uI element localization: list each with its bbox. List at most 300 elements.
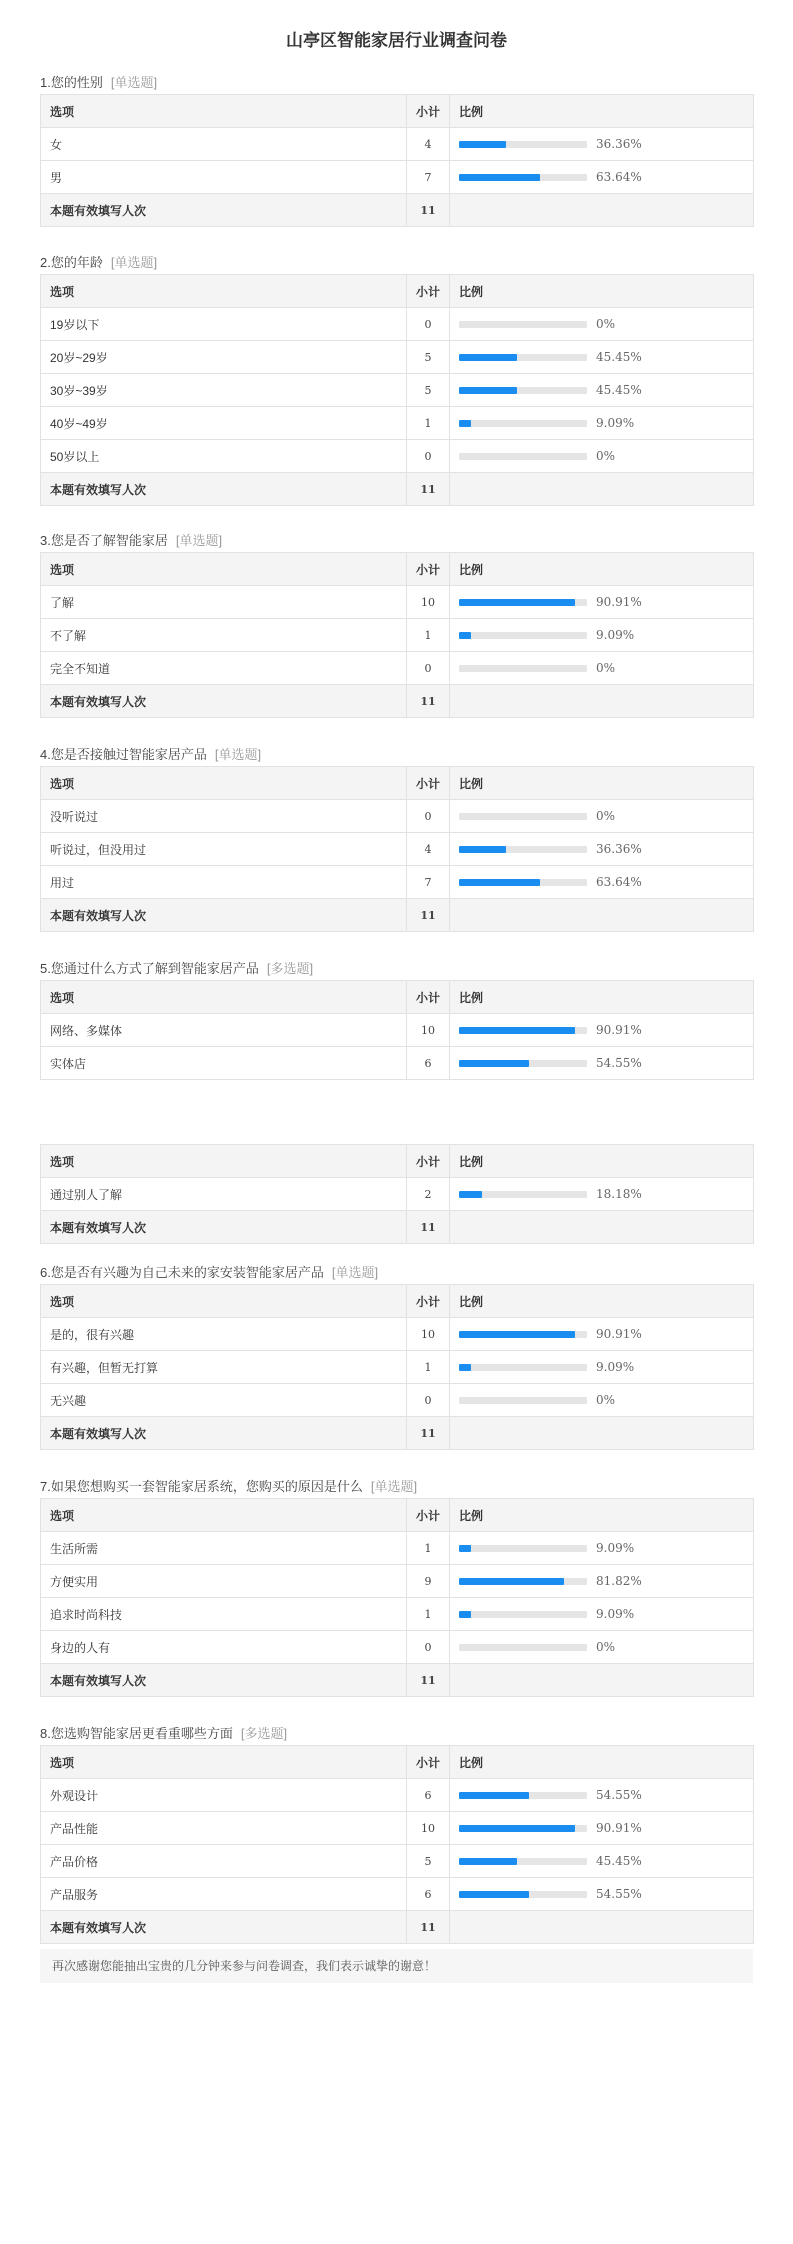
- option-ratio-cell: [450, 833, 754, 866]
- header-count: 小计: [407, 553, 450, 586]
- option-label: 通过别人了解: [41, 1178, 407, 1211]
- footer-total-cell: [407, 1664, 450, 1697]
- question-block: [40, 252, 753, 506]
- option-count: 4: [424, 138, 432, 151]
- ratio-bar-track: [459, 1891, 587, 1898]
- option-count: 10: [421, 1328, 435, 1341]
- option-count: 6: [424, 1888, 432, 1901]
- question-text: 6.您是否有兴趣为自己未来的家安装智能家居产品: [40, 1265, 324, 1280]
- option-label: 了解: [41, 586, 407, 619]
- question-block: [40, 72, 753, 227]
- ratio-bar-fill: [459, 1611, 471, 1618]
- ratio-bar-fill: [459, 1891, 529, 1898]
- ratio-bar-fill: [459, 174, 540, 181]
- header-option: 选项: [41, 275, 407, 308]
- footer-empty: [450, 899, 754, 932]
- question-block: [40, 1476, 753, 1697]
- footer-total-cell: [407, 194, 450, 227]
- option-count-cell: [407, 652, 450, 685]
- ratio-percent: 90.91%: [596, 1821, 642, 1835]
- ratio-percent: 0%: [596, 1393, 616, 1407]
- option-count: 6: [424, 1057, 432, 1070]
- ratio-bar-group: [459, 137, 744, 151]
- ratio-bar-fill: [459, 1027, 575, 1034]
- footer-empty: [450, 1417, 754, 1450]
- ratio-bar-fill: [459, 387, 517, 394]
- ratio-bar-fill: [459, 1792, 529, 1799]
- question-title: [40, 1476, 753, 1498]
- option-count: 5: [424, 384, 432, 397]
- ratio-bar-track: [459, 453, 587, 460]
- ratio-bar-fill: [459, 1578, 564, 1585]
- option-ratio-cell: [450, 619, 754, 652]
- ratio-percent: 9.09%: [596, 416, 635, 430]
- results-table: [40, 552, 754, 718]
- option-count-cell: [407, 1631, 450, 1664]
- ratio-percent: 45.45%: [596, 1854, 642, 1868]
- footer-empty: [450, 1664, 754, 1697]
- ratio-percent: 90.91%: [596, 1023, 642, 1037]
- option-count-cell: [407, 1384, 450, 1417]
- header-ratio: 比例: [450, 767, 754, 800]
- option-count: 10: [421, 1822, 435, 1835]
- table-footer-row: [41, 473, 754, 506]
- ratio-percent: 0%: [596, 809, 616, 823]
- option-ratio-cell: [450, 652, 754, 685]
- option-ratio-cell: [450, 1779, 754, 1812]
- option-ratio-cell: [450, 1812, 754, 1845]
- question-block: [40, 1723, 753, 1944]
- table-row: [41, 1779, 754, 1812]
- option-ratio-cell: [450, 161, 754, 194]
- question-block: [40, 1262, 753, 1450]
- ratio-bar-track: [459, 354, 587, 361]
- ratio-percent: 0%: [596, 661, 616, 675]
- ratio-bar-group: [459, 875, 744, 889]
- ratio-bar-track: [459, 879, 587, 886]
- table-row: [41, 341, 754, 374]
- footer-total-cell: [407, 1911, 450, 1944]
- option-count-cell: [407, 161, 450, 194]
- ratio-bar-group: [459, 1541, 744, 1555]
- question-title: [40, 958, 753, 980]
- ratio-bar-fill: [459, 599, 575, 606]
- question-title: [40, 72, 753, 94]
- option-label: 男: [41, 161, 407, 194]
- table-row: [41, 1812, 754, 1845]
- ratio-bar-fill: [459, 632, 471, 639]
- option-count-cell: [407, 619, 450, 652]
- option-ratio-cell: [450, 1532, 754, 1565]
- table-row: [41, 1014, 754, 1047]
- option-label: 是的，很有兴趣: [41, 1318, 407, 1351]
- results-table: [40, 1144, 754, 1244]
- option-label: 产品服务: [41, 1878, 407, 1911]
- option-count: 7: [424, 171, 432, 184]
- table-row: [41, 652, 754, 685]
- ratio-bar-track: [459, 1792, 587, 1799]
- table-header-row: [41, 1746, 754, 1779]
- option-count: 1: [424, 1608, 432, 1621]
- option-ratio-cell: [450, 586, 754, 619]
- footer-label: 本题有效填写人次: [41, 899, 407, 932]
- table-row: [41, 128, 754, 161]
- table-row: [41, 866, 754, 899]
- option-label: 产品价格: [41, 1845, 407, 1878]
- option-label: 追求时尚科技: [41, 1598, 407, 1631]
- ratio-bar-track: [459, 174, 587, 181]
- option-count: 0: [424, 1641, 432, 1654]
- option-ratio-cell: [450, 128, 754, 161]
- question-type: [单选题]: [370, 1479, 418, 1494]
- ratio-percent: 54.55%: [596, 1788, 642, 1802]
- footer-total: 11: [420, 909, 436, 922]
- ratio-bar-group: [459, 449, 744, 463]
- question-block: [40, 530, 753, 718]
- question-type: [多选题]: [240, 1726, 288, 1741]
- option-count-cell: [407, 866, 450, 899]
- header-ratio: 比例: [450, 1746, 754, 1779]
- table-row: [41, 1178, 754, 1211]
- ratio-bar-track: [459, 141, 587, 148]
- option-count-cell: [407, 1047, 450, 1080]
- table-row: [41, 1598, 754, 1631]
- option-count-cell: [407, 1598, 450, 1631]
- footer-total-cell: [407, 473, 450, 506]
- question-block: [40, 744, 753, 932]
- option-label: 没听说过: [41, 800, 407, 833]
- table-row: [41, 407, 754, 440]
- table-header-row: [41, 95, 754, 128]
- option-count-cell: [407, 833, 450, 866]
- table-header-row: [41, 767, 754, 800]
- ratio-bar-fill: [459, 1825, 575, 1832]
- option-ratio-cell: [450, 1384, 754, 1417]
- table-row: [41, 1631, 754, 1664]
- option-ratio-cell: [450, 800, 754, 833]
- ratio-bar-group: [459, 317, 744, 331]
- question-block: [40, 1122, 753, 1244]
- ratio-bar-group: [459, 1788, 744, 1802]
- footer-total: 11: [420, 1427, 436, 1440]
- footer-total-cell: [407, 1417, 450, 1450]
- ratio-bar-fill: [459, 1858, 517, 1865]
- footer-total: 11: [420, 204, 436, 217]
- option-label: 网络、多媒体: [41, 1014, 407, 1047]
- option-count-cell: [407, 800, 450, 833]
- ratio-percent: 45.45%: [596, 350, 642, 364]
- question-type: [单选题]: [331, 1265, 379, 1280]
- footer-total-cell: [407, 1211, 450, 1244]
- footer-total: 11: [420, 1921, 436, 1934]
- footer-empty: [450, 1211, 754, 1244]
- header-count: 小计: [407, 275, 450, 308]
- ratio-bar-track: [459, 632, 587, 639]
- ratio-bar-group: [459, 1056, 744, 1070]
- ratio-percent: 18.18%: [596, 1187, 642, 1201]
- ratio-percent: 0%: [596, 317, 616, 331]
- footer-total-cell: [407, 685, 450, 718]
- option-ratio-cell: [450, 1631, 754, 1664]
- header-ratio: 比例: [450, 95, 754, 128]
- option-count: 4: [424, 843, 432, 856]
- table-row: [41, 1384, 754, 1417]
- option-count: 5: [424, 351, 432, 364]
- option-count-cell: [407, 1565, 450, 1598]
- option-count: 9: [424, 1575, 432, 1588]
- table-row: [41, 800, 754, 833]
- footer-label: 本题有效填写人次: [41, 1417, 407, 1450]
- table-row: [41, 1878, 754, 1911]
- ratio-bar-group: [459, 350, 744, 364]
- ratio-bar-group: [459, 1887, 744, 1901]
- footer-label: 本题有效填写人次: [41, 1664, 407, 1697]
- option-label: 50岁以上: [41, 440, 407, 473]
- question-title: [40, 1723, 753, 1745]
- option-ratio-cell: [450, 407, 754, 440]
- page-title: 山亭区智能家居行业调查问卷: [286, 31, 507, 50]
- footer-total: 11: [420, 1674, 436, 1687]
- ratio-percent: 81.82%: [596, 1574, 642, 1588]
- ratio-bar-track: [459, 1545, 587, 1552]
- option-ratio-cell: [450, 1565, 754, 1598]
- footer-label: 本题有效填写人次: [41, 1211, 407, 1244]
- ratio-bar-group: [459, 1821, 744, 1835]
- header-ratio: 比例: [450, 1285, 754, 1318]
- question-block: [40, 958, 753, 1080]
- table-row: [41, 1351, 754, 1384]
- results-table: [40, 1284, 754, 1450]
- footer-total: 11: [420, 695, 436, 708]
- table-header-row: [41, 1499, 754, 1532]
- ratio-bar-track: [459, 321, 587, 328]
- ratio-bar-group: [459, 170, 744, 184]
- question-text: 5.您通过什么方式了解到智能家居产品: [40, 961, 259, 976]
- question-type: [多选题]: [266, 961, 314, 976]
- option-count: 7: [424, 876, 432, 889]
- table-header-row: [41, 275, 754, 308]
- ratio-bar-fill: [459, 1191, 482, 1198]
- ratio-percent: 63.64%: [596, 875, 642, 889]
- ratio-percent: 9.09%: [596, 1360, 635, 1374]
- results-table: [40, 94, 754, 227]
- header-ratio: 比例: [450, 553, 754, 586]
- option-count: 0: [424, 1394, 432, 1407]
- table-header-row: [41, 1145, 754, 1178]
- option-label: 方便实用: [41, 1565, 407, 1598]
- option-label: 身边的人有: [41, 1631, 407, 1664]
- table-row: [41, 1532, 754, 1565]
- option-count-cell: [407, 128, 450, 161]
- footer-total: 11: [420, 1221, 436, 1234]
- footer-empty: [450, 1911, 754, 1944]
- question-title: [40, 530, 753, 552]
- ratio-percent: 36.36%: [596, 842, 642, 856]
- option-count-cell: [407, 1178, 450, 1211]
- option-label: 40岁~49岁: [41, 407, 407, 440]
- table-row: [41, 1845, 754, 1878]
- ratio-bar-group: [459, 1393, 744, 1407]
- ratio-bar-track: [459, 1858, 587, 1865]
- ratio-bar-group: [459, 1023, 744, 1037]
- option-ratio-cell: [450, 374, 754, 407]
- ratio-bar-track: [459, 1364, 587, 1371]
- ratio-percent: 0%: [596, 1640, 616, 1654]
- option-label: 听说过，但没用过: [41, 833, 407, 866]
- table-footer-row: [41, 1417, 754, 1450]
- option-label: 完全不知道: [41, 652, 407, 685]
- ratio-bar-fill: [459, 1060, 529, 1067]
- header-count: 小计: [407, 1145, 450, 1178]
- option-label: 外观设计: [41, 1779, 407, 1812]
- table-row: [41, 308, 754, 341]
- results-table: [40, 980, 754, 1080]
- option-count: 0: [424, 318, 432, 331]
- option-count: 2: [424, 1188, 432, 1201]
- ratio-bar-track: [459, 387, 587, 394]
- ratio-bar-track: [459, 1060, 587, 1067]
- option-label: 用过: [41, 866, 407, 899]
- ratio-bar-track: [459, 1191, 587, 1198]
- option-count-cell: [407, 1878, 450, 1911]
- option-count-cell: [407, 586, 450, 619]
- ratio-bar-track: [459, 1825, 587, 1832]
- header-count: 小计: [407, 981, 450, 1014]
- ratio-bar-fill: [459, 354, 517, 361]
- question-type: [单选题]: [175, 533, 223, 548]
- footer-total-cell: [407, 899, 450, 932]
- ratio-percent: 0%: [596, 449, 616, 463]
- footer-label: 本题有效填写人次: [41, 473, 407, 506]
- header-option: 选项: [41, 95, 407, 128]
- option-ratio-cell: [450, 1047, 754, 1080]
- ratio-bar-group: [459, 416, 744, 430]
- ratio-bar-group: [459, 842, 744, 856]
- question-text: 2.您的年龄: [40, 255, 103, 270]
- table-footer-row: [41, 1664, 754, 1697]
- footer-label: 本题有效填写人次: [41, 1911, 407, 1944]
- ratio-bar-track: [459, 1644, 587, 1651]
- table-row: [41, 586, 754, 619]
- ratio-percent: 9.09%: [596, 1607, 635, 1621]
- ratio-bar-fill: [459, 846, 506, 853]
- option-count: 1: [424, 1361, 432, 1374]
- option-count-cell: [407, 1351, 450, 1384]
- header-option: 选项: [41, 1285, 407, 1318]
- option-count: 10: [421, 1024, 435, 1037]
- header-option: 选项: [41, 767, 407, 800]
- ratio-percent: 9.09%: [596, 628, 635, 642]
- header-option: 选项: [41, 981, 407, 1014]
- option-count-cell: [407, 440, 450, 473]
- option-ratio-cell: [450, 341, 754, 374]
- header-ratio: 比例: [450, 1145, 754, 1178]
- ratio-bar-fill: [459, 141, 506, 148]
- header-option: 选项: [41, 1499, 407, 1532]
- ratio-percent: 9.09%: [596, 1541, 635, 1555]
- option-ratio-cell: [450, 1178, 754, 1211]
- option-ratio-cell: [450, 1598, 754, 1631]
- ratio-bar-group: [459, 1854, 744, 1868]
- table-footer-row: [41, 899, 754, 932]
- ratio-bar-group: [459, 1640, 744, 1654]
- option-ratio-cell: [450, 308, 754, 341]
- option-count: 1: [424, 1542, 432, 1555]
- ratio-percent: 90.91%: [596, 595, 642, 609]
- table-footer-row: [41, 194, 754, 227]
- question-type: [单选题]: [214, 747, 262, 762]
- header-count: 小计: [407, 1499, 450, 1532]
- option-label: 无兴趣: [41, 1384, 407, 1417]
- ratio-percent: 45.45%: [596, 383, 642, 397]
- ratio-percent: 54.55%: [596, 1056, 642, 1070]
- results-table: [40, 274, 754, 506]
- option-count-cell: [407, 308, 450, 341]
- option-label: 20岁~29岁: [41, 341, 407, 374]
- question-text: 7.如果您想购买一套智能家居系统，您购买的原因是什么: [40, 1479, 363, 1494]
- table-header-row: [41, 553, 754, 586]
- question-text: 4.您是否接触过智能家居产品: [40, 747, 207, 762]
- ratio-bar-fill: [459, 1364, 471, 1371]
- ratio-percent: 54.55%: [596, 1887, 642, 1901]
- footer-empty: [450, 473, 754, 506]
- option-label: 产品性能: [41, 1812, 407, 1845]
- footer-empty: [450, 685, 754, 718]
- option-count-cell: [407, 341, 450, 374]
- option-count-cell: [407, 407, 450, 440]
- option-ratio-cell: [450, 1014, 754, 1047]
- question-text: 3.您是否了解智能家居: [40, 533, 168, 548]
- option-count-cell: [407, 374, 450, 407]
- table-row: [41, 1565, 754, 1598]
- ratio-bar-track: [459, 1331, 587, 1338]
- ratio-bar-track: [459, 1611, 587, 1618]
- ratio-bar-group: [459, 1574, 744, 1588]
- option-count: 0: [424, 450, 432, 463]
- ratio-bar-track: [459, 1578, 587, 1585]
- table-row: [41, 161, 754, 194]
- footer-total: 11: [420, 483, 436, 496]
- table-footer-row: [41, 685, 754, 718]
- option-label: 有兴趣，但暂无打算: [41, 1351, 407, 1384]
- option-ratio-cell: [450, 1318, 754, 1351]
- option-ratio-cell: [450, 1845, 754, 1878]
- option-count: 0: [424, 662, 432, 675]
- option-count-cell: [407, 1014, 450, 1047]
- ratio-bar-group: [459, 661, 744, 675]
- option-count: 6: [424, 1789, 432, 1802]
- header-count: 小计: [407, 767, 450, 800]
- option-ratio-cell: [450, 866, 754, 899]
- ratio-bar-track: [459, 599, 587, 606]
- option-count-cell: [407, 1318, 450, 1351]
- ratio-bar-track: [459, 846, 587, 853]
- ratio-bar-fill: [459, 420, 471, 427]
- table-row: [41, 1047, 754, 1080]
- option-label: 实体店: [41, 1047, 407, 1080]
- header-count: 小计: [407, 95, 450, 128]
- footer-empty: [450, 194, 754, 227]
- option-count: 10: [421, 596, 435, 609]
- option-label: 30岁~39岁: [41, 374, 407, 407]
- table-row: [41, 374, 754, 407]
- option-ratio-cell: [450, 1351, 754, 1384]
- option-count-cell: [407, 1812, 450, 1845]
- option-count: 5: [424, 1855, 432, 1868]
- table-footer-row: [41, 1211, 754, 1244]
- header-count: 小计: [407, 1746, 450, 1779]
- question-title: [40, 252, 753, 274]
